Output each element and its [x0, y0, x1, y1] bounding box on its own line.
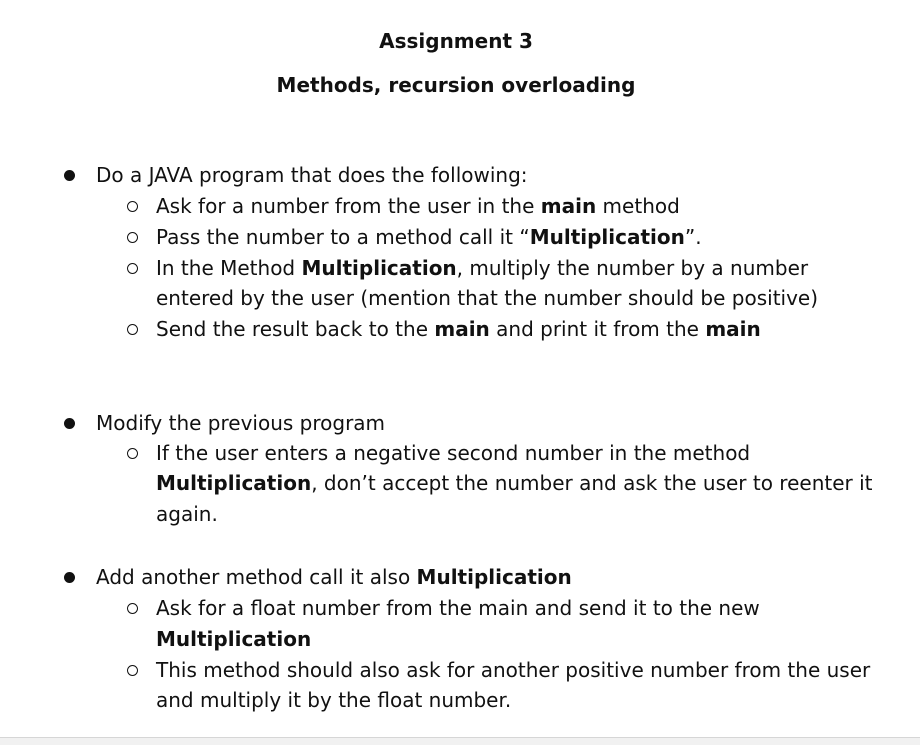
sub-bullet-icon: [127, 603, 138, 614]
sub-bullet-icon: [127, 232, 138, 243]
sub-item-line: Ask for a number from the user in the main method: [156, 194, 680, 218]
sub-bullet-icon: [127, 324, 138, 335]
document-title: Assignment 3: [379, 29, 533, 53]
sub-item-line: again.: [156, 502, 218, 526]
document-subtitle: Methods, recursion overloading: [276, 73, 636, 97]
bullet-item-text: Do a JAVA program that does the following:: [96, 163, 528, 187]
bullet-icon: [64, 170, 75, 181]
sub-bullet-icon: [127, 665, 138, 676]
bullet-icon: [64, 418, 75, 429]
sub-item-line: This method should also ask for another positive number from the user: [156, 658, 871, 682]
sub-item-line: Send the result back to the main and print it from the main: [156, 317, 761, 341]
bullet-item-text: Modify the previous program: [96, 411, 386, 435]
sub-item-line: If the user enters a negative second number in the method: [156, 441, 751, 465]
sub-bullet-icon: [127, 263, 138, 274]
sub-item-line: entered by the user (mention that the number should be positive): [156, 286, 819, 310]
bullet-icon: [64, 572, 75, 583]
sub-bullet-icon: [127, 201, 138, 212]
sub-bullet-icon: [127, 448, 138, 459]
bullet-item-text: Add another method call it also Multiplication: [96, 565, 572, 589]
sub-item-line: Pass the number to a method call it “Multiplication”.: [156, 225, 702, 249]
sub-item-line: and multiply it by the float number.: [156, 688, 512, 712]
sub-item-line: Ask for a float number from the main and send it to the new: [156, 596, 760, 620]
sub-item-line: Multiplication, don’t accept the number and ask the user to reenter it: [156, 471, 873, 495]
sub-item-line: Multiplication: [156, 627, 312, 651]
sub-item-line: In the Method Multiplication, multiply the number by a number: [156, 256, 809, 280]
